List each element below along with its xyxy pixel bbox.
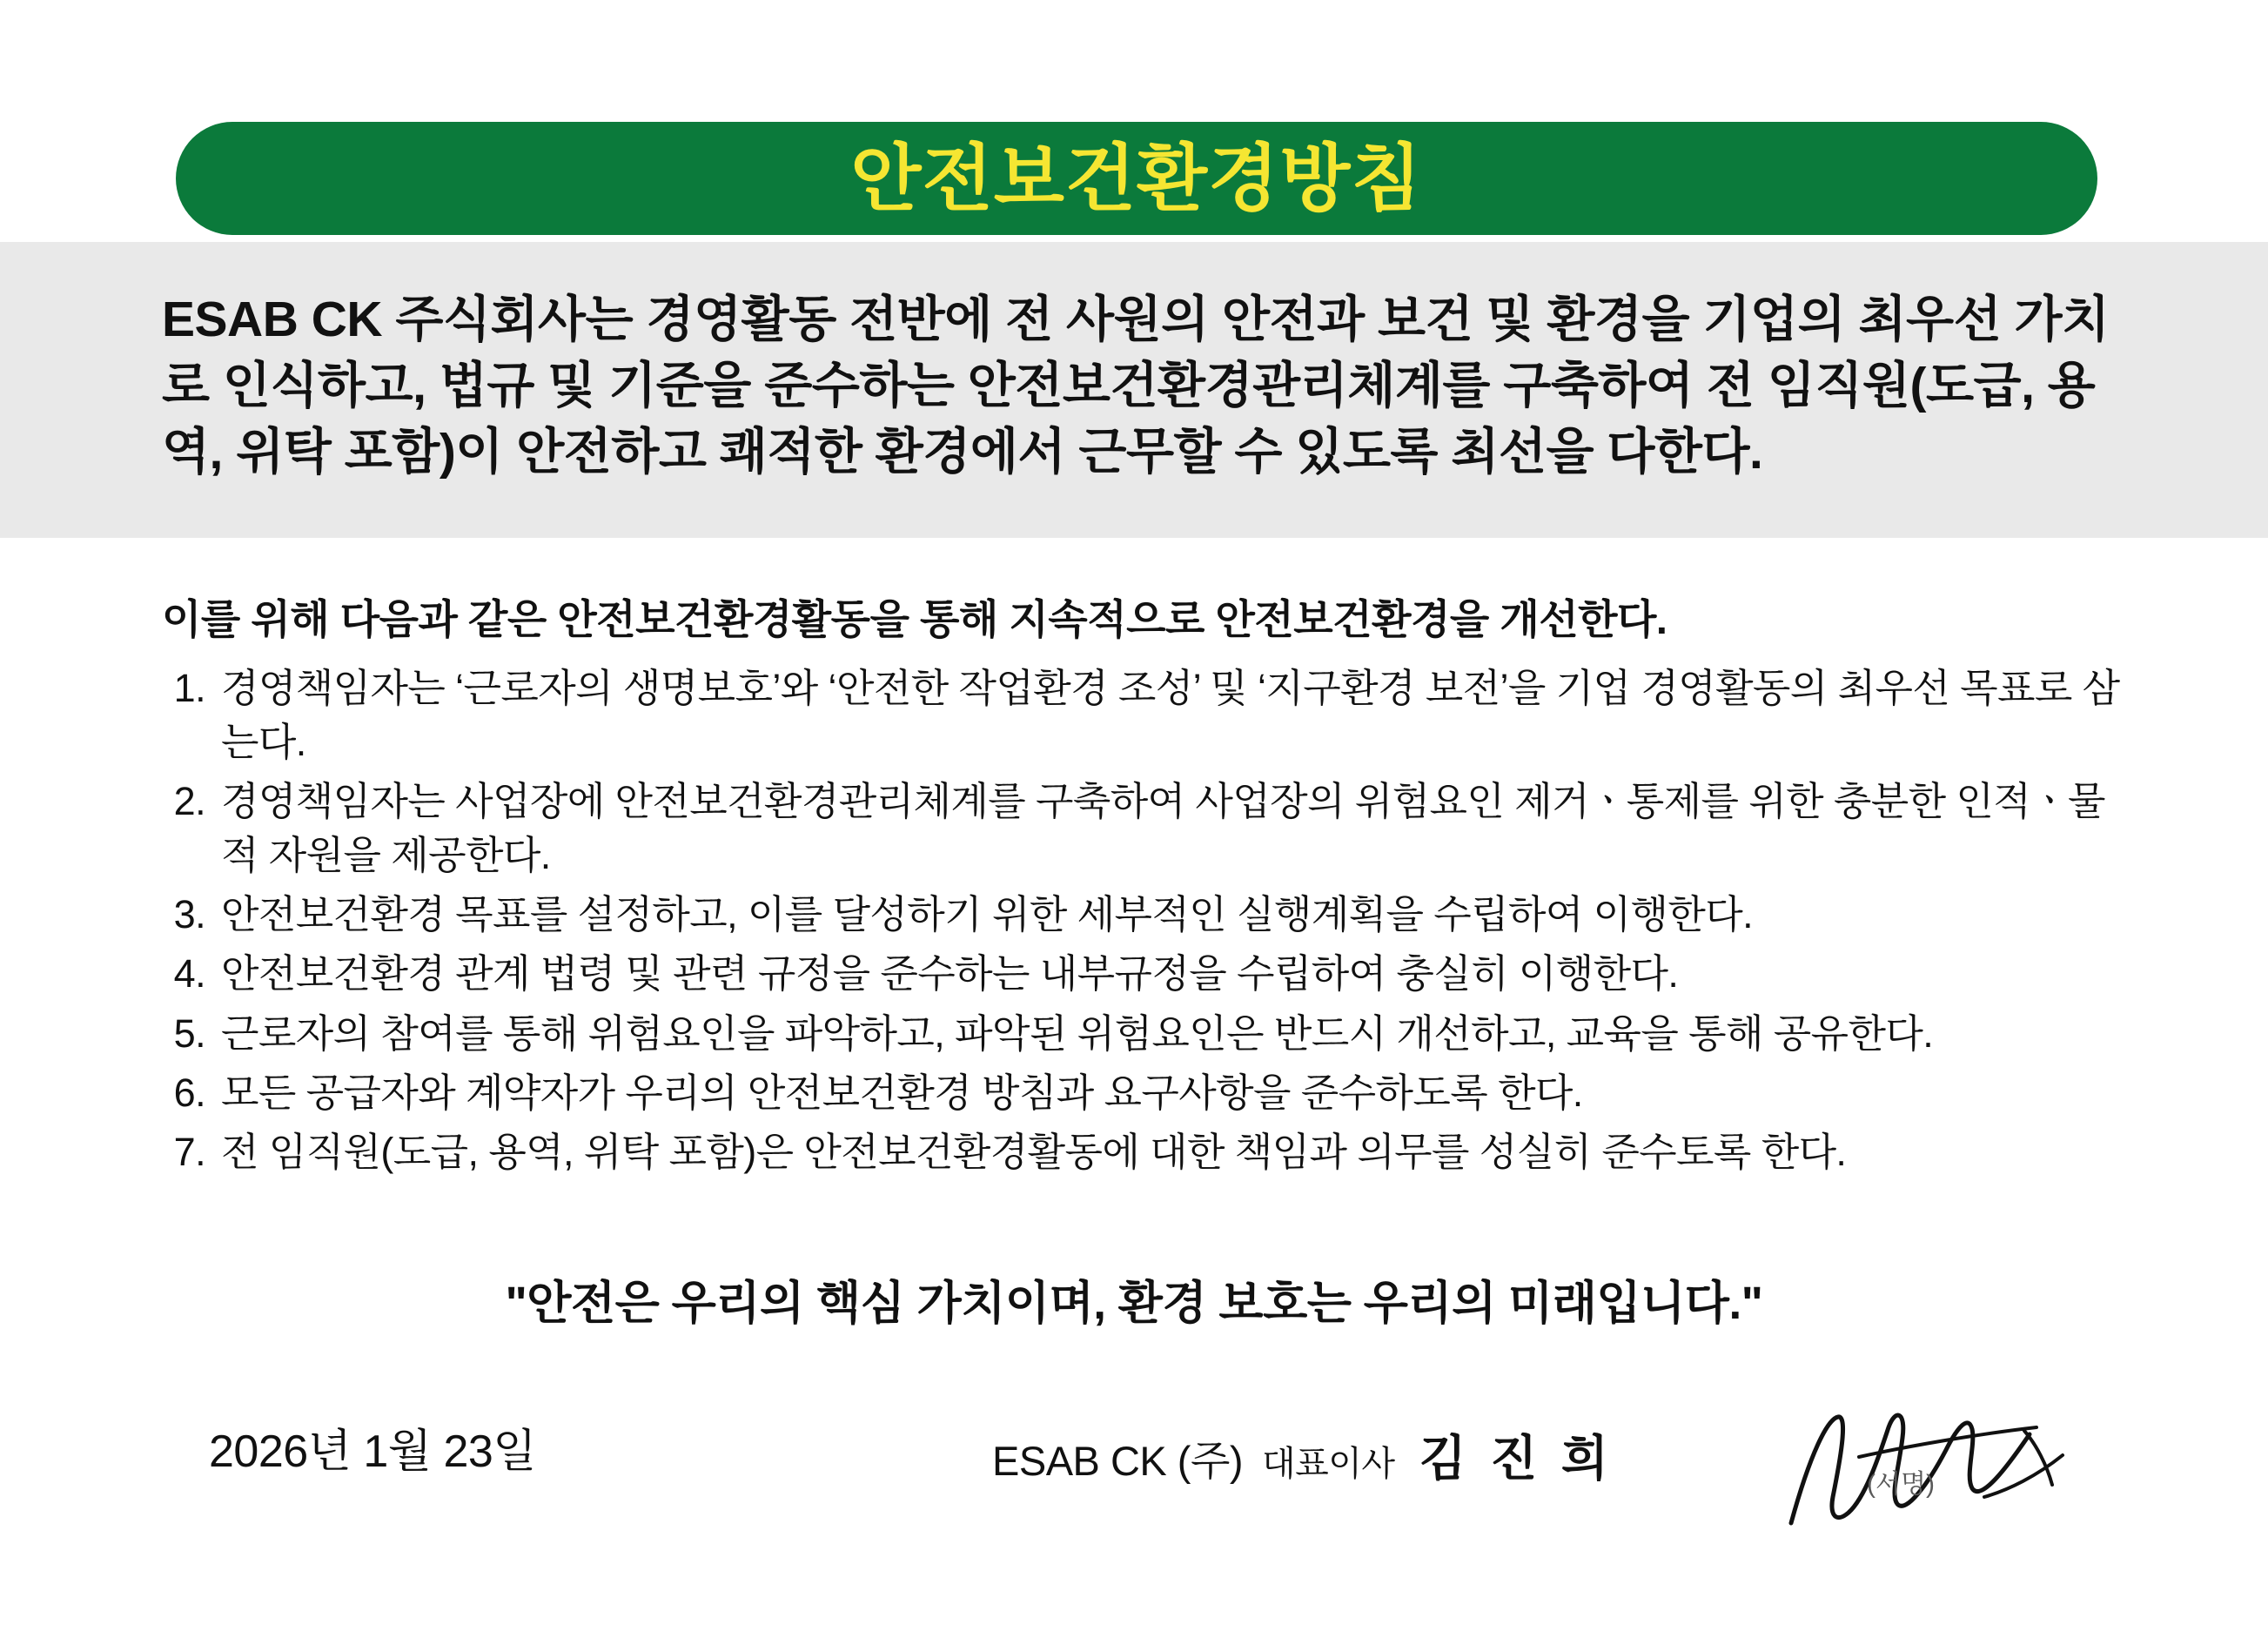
list-item — [162, 1007, 2129, 1061]
slogan: "안전은 우리의 핵심 가치이며, 환경 보호는 우리의 미래입니다." — [505, 1278, 1763, 1329]
title-banner — [176, 122, 2097, 235]
signer-role: 대표이사 — [1262, 1445, 1395, 1483]
signer-name: 김 진 희 — [1419, 1431, 1614, 1486]
signature-label: (서명) — [1867, 1470, 1935, 1499]
list-item-text: 전 임직원(도급, 용역, 위탁 포함)은 안전보건환경활동에 대한 책임과 의무를 성실히 준수토록 한다. — [221, 1129, 1847, 1174]
list-item-number: 2. — [173, 779, 205, 824]
list-item — [162, 775, 2129, 883]
list-item-number: 1. — [173, 666, 205, 710]
list-item — [162, 1066, 2129, 1120]
signature-line — [992, 1420, 1614, 1490]
list-item-text: 안전보건환경 목표를 설정하고, 이를 달성하기 위한 세부적인 실행계획을 수립하여 이행한다. — [221, 892, 1753, 937]
page-title: 안전보건환경방침 — [850, 138, 1423, 219]
company-name: ESAB CK (주) — [992, 1438, 1244, 1484]
list-item-number: 7. — [173, 1129, 205, 1174]
list-item — [162, 1125, 2129, 1179]
list-item — [162, 661, 2129, 769]
intro-paragraph: ESAB CK 주식회사는 경영활동 전반에 전 사원의 안전과 보건 및 환경을 기업의 최우선 가치로 인식하고, 법규 및 기준을 준수하는 안전보건환경관리체계를 구축하여 전 임직원(도급, 용역, 위탁 포함)이 안전하고 쾌적한 환경에서 근무할 수 있도록 최선을 다한다. — [162, 292, 2110, 480]
list-item-text: 경영책임자는 ‘근로자의 생명보호’와 ‘안전한 작업환경 조성’ 및 ‘지구환경 보전’을 기업 경영활동의 최우선 목표로 삼는다. — [221, 666, 2120, 765]
list-item-text: 모든 공급자와 계약자가 우리의 안전보건환경 방침과 요구사항을 준수하도록 한다. — [221, 1070, 1583, 1115]
list-item-number: 4. — [173, 951, 205, 997]
list-item-text: 근로자의 참여를 통해 위험요인을 파악하고, 파악된 위험요인은 반드시 개선하고, 교육을 통해 공유한다. — [221, 1010, 1934, 1056]
issue-date: 2026년 1월 23일 — [209, 1426, 537, 1477]
list-item — [162, 947, 2129, 1001]
list-item-text: 안전보건환경 관계 법령 및 관련 규정을 준수하는 내부규정을 수립하여 충실히 이행한다. — [221, 951, 1679, 997]
list-item-number: 3. — [173, 892, 205, 937]
list-item-text: 경영책임자는 사업장에 안전보건환경관리체계를 구축하여 사업장의 위험요인 제거ㆍ통제를 위한 충분한 인적ㆍ물적 자원을 제공한다. — [221, 779, 2105, 878]
list-item — [162, 888, 2129, 942]
list-item-number: 5. — [173, 1010, 205, 1056]
lead-statement: 이를 위해 다음과 같은 안전보건환경활동을 통해 지속적으로 안전보건환경을 개선한다. — [162, 596, 1667, 642]
list-item-number: 6. — [173, 1070, 205, 1115]
title-banner-area — [0, 122, 2268, 235]
policy-list — [162, 661, 2129, 1185]
